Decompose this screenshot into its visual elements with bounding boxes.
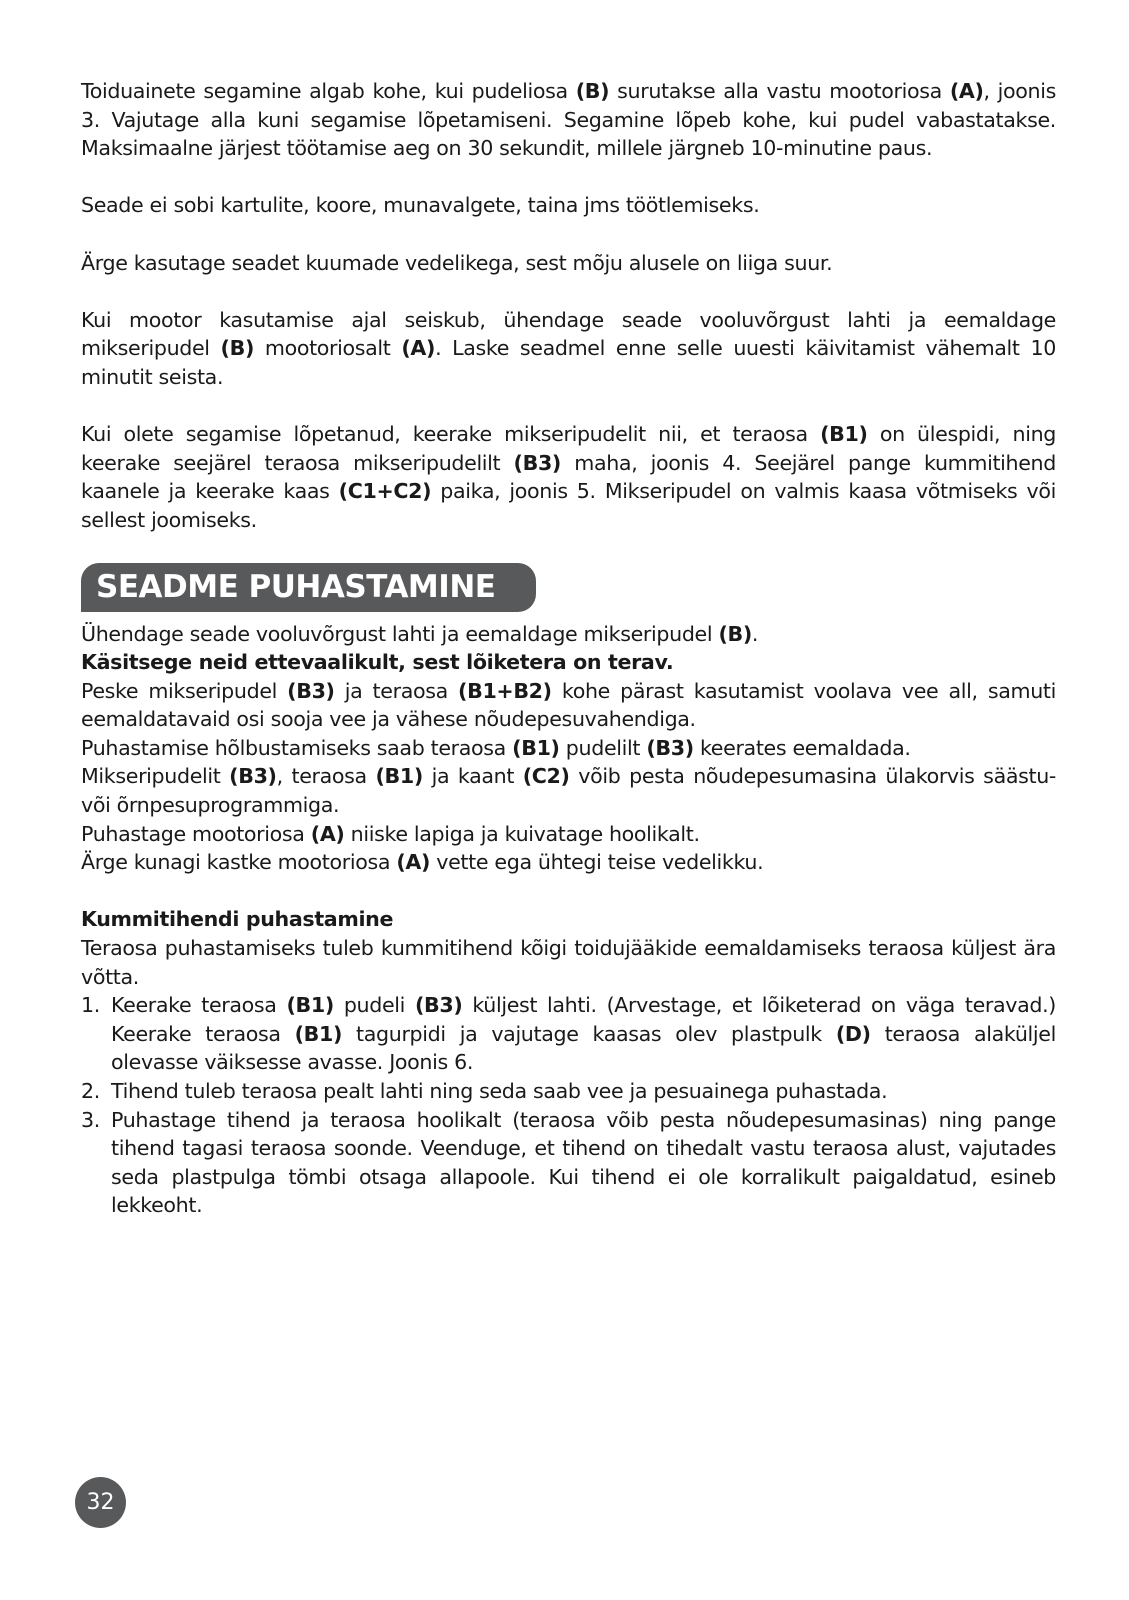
cleaning-line-no-immerse: Ärge kunagi kastke mootoriosa (A) vette ega ühtegi teise vedelikku.: [81, 850, 764, 875]
part-ref-b1: (B1): [512, 735, 560, 760]
subsection-title: Kummitihendi puhastamine: [81, 907, 394, 932]
part-ref-b3: (B3): [287, 678, 335, 703]
step-text: Tihend tuleb teraosa pealt lahti ning seda saab vee ja pesuainega puhastada.: [111, 1079, 888, 1103]
paragraph-unsuitable-foods: Seade ei sobi kartulite, koore, munavalgete, taina jms töötlemiseks.: [81, 193, 760, 218]
step-number: 3.: [81, 1107, 100, 1132]
part-ref-b: (B): [718, 621, 752, 646]
part-ref-b: (B): [220, 336, 255, 361]
part-ref-b1: (B1): [375, 764, 423, 789]
paragraph-blending-start: Toiduainete segamine algab kohe, kui pudeliosa (B) surutakse alla vastu mootoriosa (A), joonis 3. Vajutage alla kuni segamise lõpetamiseni. Segamine lõpeb kohe, kui pudel vabastatakse. Maksimaalne järjest töötamise aeg on 30 sekundit, millele järgneb 10-minutine paus.: [81, 79, 1057, 161]
cleaning-line-warning: [81, 648, 1056, 677]
part-ref-b: (B): [575, 79, 610, 103]
part-ref-b3: (B3): [513, 450, 561, 475]
part-ref-b3: (B3): [646, 735, 694, 760]
page-number-badge: 32: [75, 1477, 126, 1528]
part-ref-a: (A): [949, 79, 984, 103]
paragraph-after-blending: Kui olete segamise lõpetanud, keerake mikseripudelit nii, et teraosa (B1) on ülespidi, ning keerake seejärel teraosa mikseripudelilt (B3) maha, joonis 4. Seejärel pange kummitihend kaanele ja keerake kaas (C1+C2) paika, joonis 5. Mikseripudel on valmis kaasa võtmiseks või sellest joomiseks.: [81, 422, 1057, 532]
step-number: 2.: [81, 1079, 100, 1103]
part-ref-c2: (C2): [522, 764, 570, 789]
paragraph-motor-stop: Kui mootor kasutamise ajal seiskub, ühendage seade vooluvõrgust lahti ja eemaldage mikseripudel (B) mootoriosalt (A). Laske seadmel enne selle uuesti käivitamist vähemalt 10 minutit seista.: [81, 307, 1056, 389]
paragraph-hot-liquids: Ärge kasutage seadet kuumade vedelikega, sest mõju alusele on liiga suur.: [81, 250, 833, 275]
cleaning-line-motor: Puhastage mootoriosa (A) niiske lapiga ja kuivatage hoolikalt.: [81, 821, 700, 846]
part-ref-b1: (B1): [820, 422, 868, 447]
part-ref-a: (A): [401, 336, 436, 361]
list-item: [81, 1077, 1056, 1106]
subsection-intro: Teraosa puhastamiseks tuleb kummitihend kõigi toidujääkide eemaldamiseks teraosa küljest ära võtta.: [81, 936, 1056, 989]
part-ref-a: (A): [310, 821, 345, 846]
list-item: [81, 991, 1056, 1077]
cleaning-line-remove-blade: Puhastamise hõlbustamiseks saab teraosa (B1) pudelilt (B3) keerates eemaldada.: [81, 735, 911, 760]
section-heading-cleaning: SEADME PUHASTAMINE: [81, 563, 536, 612]
list-item: [81, 1106, 1056, 1220]
manual-page-content: [81, 77, 1056, 1220]
step-text: Puhastage tihend ja teraosa hoolikalt (teraosa võib pesta nõudepesumasinas) ning pange tihend tagasi teraosa soonde. Veenduge, et tihend on tihedalt vastu teraosa alust, vajutades seda plastpulga tömbi otsaga allapoole. Kui tihend ei ole korralikult paigaldatud, esineb lekkeoht.: [111, 1107, 1056, 1218]
gasket-cleaning-steps: [81, 991, 1056, 1220]
cleaning-line-unplug: Ühendage seade vooluvõrgust lahti ja eemaldage mikseripudel (B).: [81, 621, 759, 646]
part-ref-c1-c2: (C1+C2): [338, 479, 432, 504]
warning-text: Käsitsege neid ettevaalikult, sest lõiketera on terav.: [81, 650, 674, 675]
part-ref-a: (A): [396, 850, 431, 875]
part-ref-b1-b2: (B1+B2): [458, 678, 552, 703]
step-text: Keerake teraosa (B1) pudeli (B3) küljest lahti. (Arvestage, et lõiketerad on väga teravad.) Keerake teraosa (B1) tagurpidi ja vajutage kaasas olev plastpulk (D) teraosa alaküljel olevasse väiksesse avasse. Joonis 6.: [111, 993, 1056, 1075]
part-ref-b3: (B3): [229, 764, 277, 789]
cleaning-line-dishwasher: Mikseripudelit (B3), teraosa (B1) ja kaant (C2) võib pesta nõudepesumasina ülakorvis säästu- või õrnpesuprogrammiga.: [81, 764, 1056, 818]
step-number: 1.: [81, 993, 100, 1018]
cleaning-line-wash: Peske mikseripudel (B3) ja teraosa (B1+B2) kohe pärast kasutamist voolava vee all, samuti eemaldatavaid osi sooja vee ja vähese nõudepesuvahendiga.: [81, 678, 1056, 732]
